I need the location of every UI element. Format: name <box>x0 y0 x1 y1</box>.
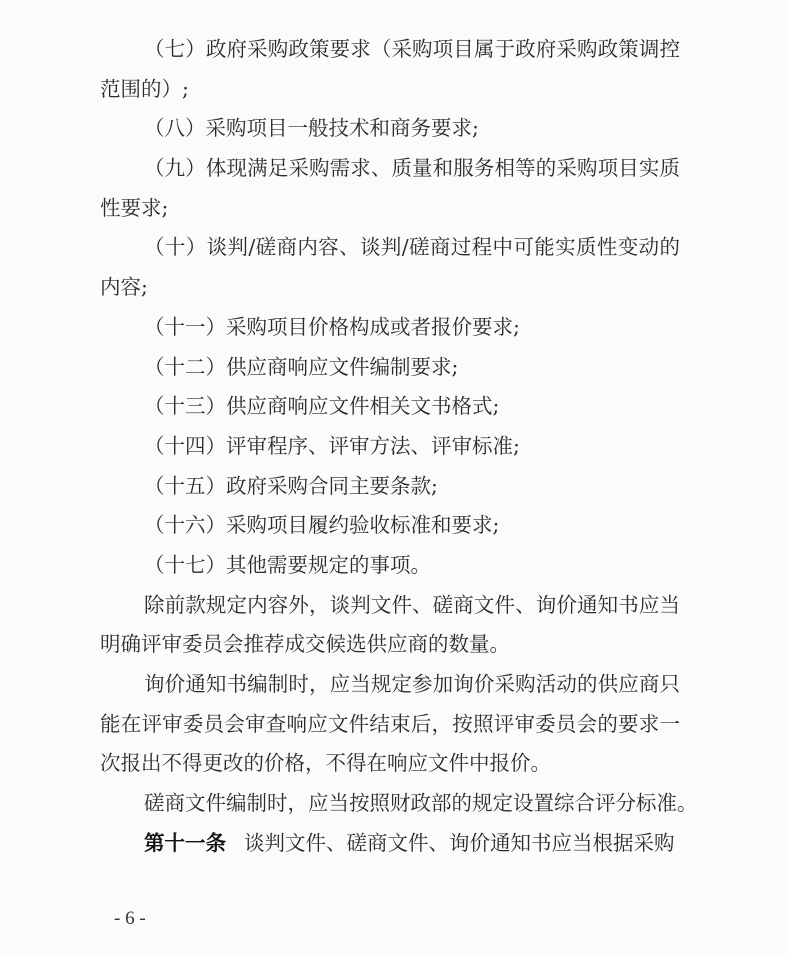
paragraph-line: （十）谈判/磋商内容、谈判/磋商过程中可能实质性变动的 <box>144 235 680 260</box>
paragraph-line: （十六）采购项目履约验收标准和要求; <box>144 513 500 538</box>
paragraph-line: 内容; <box>100 275 148 300</box>
paragraph-line: （七）政府采购政策要求（采购项目属于政府采购政策调控 <box>144 37 680 61</box>
paragraph-line: （十七）其他需要规定的事项。 <box>144 552 431 577</box>
paragraph-line: 次报出不得更改的价格，不得在响应文件中报价。 <box>100 751 551 776</box>
paragraph-line: （十三）供应商响应文件相关文书格式; <box>144 394 500 419</box>
paragraph-line: 除前款规定内容外，谈判文件、磋商文件、询价通知书应当 <box>144 592 680 617</box>
paragraph-line: （十二）供应商响应文件编制要求; <box>144 354 459 379</box>
paragraph-line: 性要求; <box>100 195 169 220</box>
paragraph-line: 明确评审委员会推荐成交候选供应商的数量。 <box>100 632 510 657</box>
paragraph-line: （十一）采购项目价格构成或者报价要求; <box>144 314 520 339</box>
paragraph-line: 能在评审委员会审查响应文件结束后，按照评审委员会的要求一 <box>100 711 680 736</box>
paragraph-line: 磋商文件编制时，应当按照财政部的规定设置综合评分标准。 <box>144 791 698 816</box>
paragraph-line: 范围的）; <box>100 76 189 101</box>
article-text: 谈判文件、磋商文件、询价通知书应当根据采购 <box>244 830 675 855</box>
paragraph-line: （八）采购项目一般技术和商务要求; <box>144 116 479 141</box>
paragraph-line: （十四）评审程序、评审方法、评审标准; <box>144 433 520 458</box>
paragraph-line: （十五）政府采购合同主要条款; <box>144 473 438 498</box>
paragraph-line: 询价通知书编制时，应当规定参加询价采购活动的供应商只 <box>144 672 680 696</box>
document-body <box>100 30 698 863</box>
page-number: - 6 - <box>114 908 146 929</box>
article-line <box>100 824 680 864</box>
paragraph-line: （九）体现满足采购需求、质量和服务相等的采购项目实质 <box>144 156 680 181</box>
article-heading: 第十一条 <box>144 830 226 855</box>
